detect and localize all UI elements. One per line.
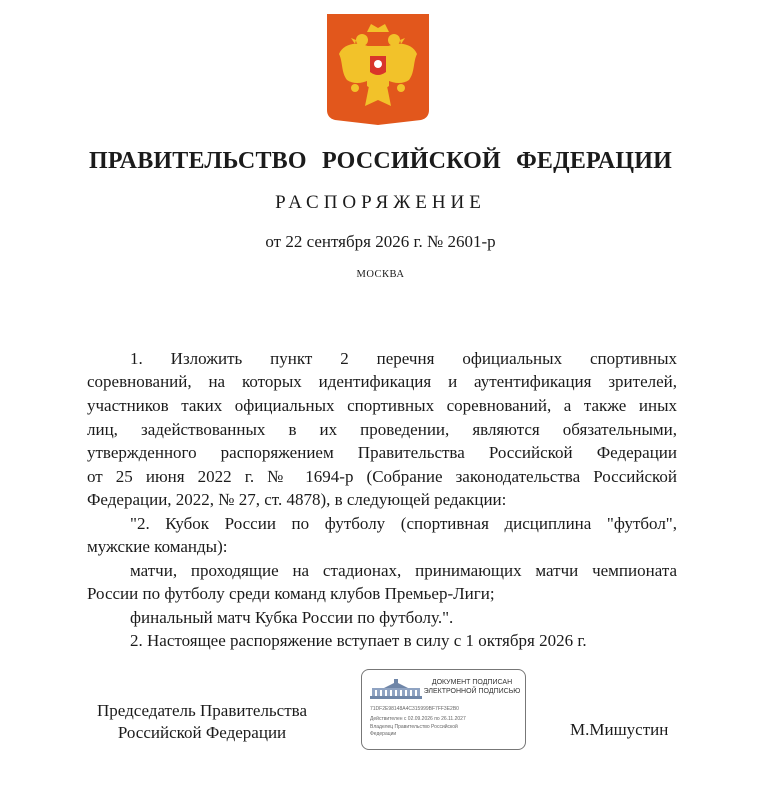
document-city: МОСКВА (356, 269, 405, 280)
stamp-certificate: 71DF2E98148A4C315999BF7FF3E2B0 (370, 706, 459, 712)
body-line: соревнований, на которых идентификация и аутентификация зрителей, (87, 372, 677, 391)
body-line: матчи, проходящие на стадионах, принимающих матчи чемпионата (130, 561, 677, 580)
stamp-validity: Действителен с 02.09.2026 по 26.11.2027 (370, 716, 466, 722)
signatory-position (88, 700, 316, 744)
body-line: утвержденного распоряжением Правительства Российской Федерации (87, 443, 677, 462)
document-date: от 22 сентября 2026 г. № 2601-р (265, 232, 496, 251)
body-line: лиц, задействованных в их проведении, являются обязательными, (87, 420, 677, 439)
body-line: 1. Изложить пункт 2 перечня официальных спортивных (130, 349, 677, 368)
body-line: 2. Настоящее распоряжение вступает в силу с 1 октября 2026 г. (130, 631, 587, 650)
stamp-title-line: ЭЛЕКТРОННОЙ ПОДПИСЬЮ (423, 687, 521, 695)
body-line: мужские команды): (87, 537, 228, 556)
body-line: России по футболу среди команд клубов Премьер-Лиги; (87, 584, 495, 603)
government-building-icon (370, 679, 422, 699)
stamp-owner: Владелец Правительство Российской (370, 724, 458, 730)
document-type: РАСПОРЯЖЕНИЕ (275, 192, 486, 213)
body-line: от 25 июня 2022 г. № 1694-р (Собрание законодательства Российской (87, 467, 677, 486)
stamp-title (422, 679, 522, 696)
coat-of-arms-icon (327, 14, 429, 125)
signatory-position-line: Председатель Правительства (96, 701, 308, 720)
body-line: "2. Кубок России по футболу (спортивная дисциплина "футбол", (130, 514, 677, 533)
signatory-name: М.Мишустин (570, 720, 669, 739)
body-line: Федерации, 2022, № 27, ст. 4878), в следующей редакции: (87, 490, 507, 509)
stamp-owner: Федерации (370, 731, 397, 737)
stamp-title-line: ДОКУМЕНТ ПОДПИСАН (431, 679, 513, 686)
body-line: финальный матч Кубка России по футболу.". (130, 608, 454, 627)
electronic-signature-stamp (361, 669, 526, 750)
signatory-position-line: Российской Федерации (117, 723, 287, 742)
body-line: участников таких официальных спортивных соревнований, а также иных (87, 396, 677, 415)
government-title: ПРАВИТЕЛЬСТВО РОССИЙСКОЙ ФЕДЕРАЦИИ (89, 148, 672, 174)
